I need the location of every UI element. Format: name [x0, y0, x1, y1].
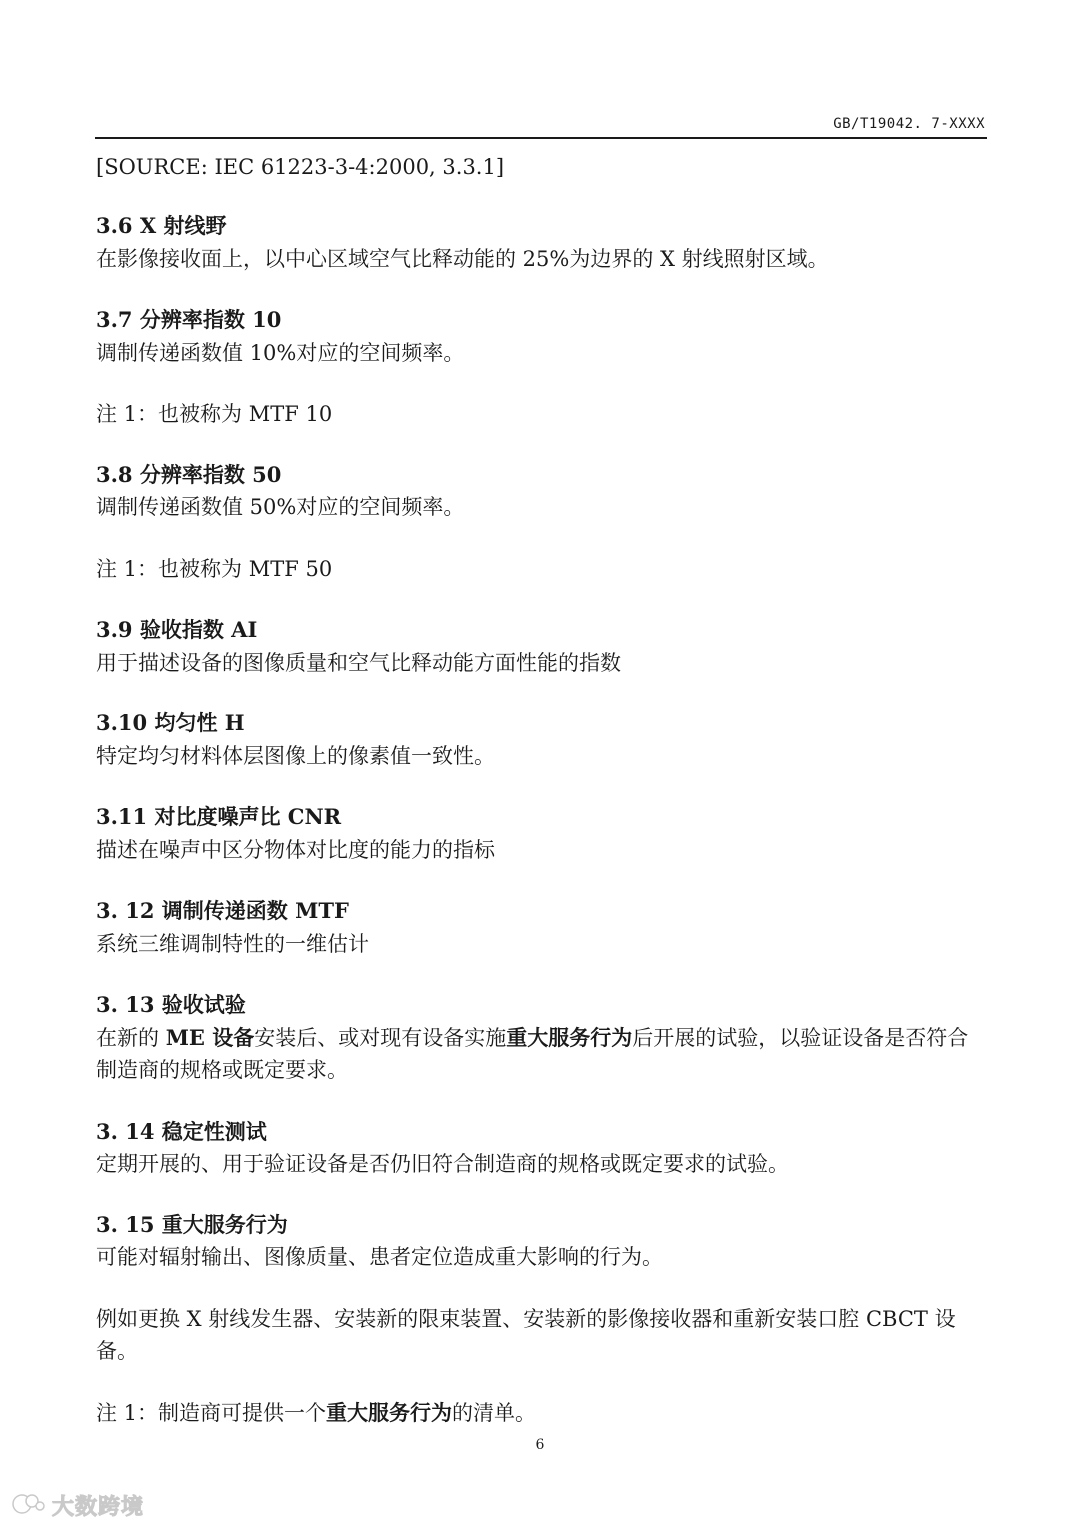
- section-3-10-body: 特定均匀材料体层图像上的像素值一致性。: [96, 744, 495, 768]
- section-3-13-body-line2: 制造商的规格或既定要求。: [96, 1058, 348, 1082]
- header-rule: [95, 137, 987, 139]
- section-3-13-text-a: 在新的: [96, 1026, 166, 1050]
- section-3-13-heading: 3. 13 验收试验: [96, 992, 246, 1017]
- section-3-12-heading: 3. 12 调制传递函数 MTF: [96, 898, 349, 923]
- section-3-13-term-me-equipment: ME 设备: [165, 1025, 255, 1050]
- watermark: [10, 1490, 144, 1521]
- section-3-12-body: 系统三维调制特性的一维估计: [96, 932, 369, 956]
- section-3-15-note-text-b: 的清单。: [452, 1401, 537, 1425]
- section-3-15-body: 可能对辐射输出、图像质量、患者定位造成重大影响的行为。: [96, 1245, 663, 1269]
- watermark-logo-icon: [10, 1492, 46, 1520]
- watermark-text: 大数跨境: [52, 1495, 145, 1520]
- section-3-9-heading: 3.9 验收指数 AI: [96, 617, 258, 642]
- section-3-9-body: 用于描述设备的图像质量和空气比释动能方面性能的指数: [96, 651, 621, 675]
- section-3-8-note: 注 1：也被称为 MTF 50: [96, 557, 333, 581]
- section-3-6-body: 在影像接收面上，以中心区域空气比释动能的 25%为边界的 X 射线照射区域。: [96, 247, 829, 271]
- page-number: 6: [535, 1437, 545, 1453]
- section-3-13-text-c: 后开展的试验，以验证设备是否符合: [632, 1026, 969, 1050]
- source-reference: [SOURCE: IEC 61223-3-4:2000, 3.3.1]: [96, 155, 505, 179]
- section-3-15-note-term: 重大服务行为: [326, 1400, 453, 1425]
- section-3-13-term-major-service: 重大服务行为: [506, 1025, 633, 1050]
- section-3-6-heading: 3.6 X 射线野: [96, 213, 227, 238]
- section-3-15-heading: 3. 15 重大服务行为: [96, 1212, 288, 1237]
- section-3-7-body: 调制传递函数值 10%对应的空间频率。: [96, 341, 465, 365]
- section-3-7-note: 注 1：也被称为 MTF 10: [96, 402, 333, 426]
- section-3-15-example-line1: 例如更换 X 射线发生器、安装新的限束装置、安装新的影像接收器和重新安装口腔 CBCT 设: [96, 1307, 956, 1331]
- section-3-15-note-text-a: 注 1：制造商可提供一个: [96, 1401, 327, 1425]
- section-3-8-heading: 3.8 分辨率指数 50: [96, 462, 282, 487]
- section-3-8-body: 调制传递函数值 50%对应的空间频率。: [96, 495, 465, 519]
- section-3-7-heading: 3.7 分辨率指数 10: [96, 307, 282, 332]
- section-3-13-text-b: 安装后、或对现有设备实施: [254, 1026, 507, 1050]
- section-3-13-body-line1: [96, 1023, 990, 1053]
- section-3-15-note: [96, 1398, 990, 1428]
- section-3-14-heading: 3. 14 稳定性测试: [96, 1119, 267, 1144]
- section-3-11-heading: 3.11 对比度噪声比 CNR: [96, 804, 342, 829]
- document-code: GB/T19042. 7-XXXX: [833, 116, 985, 132]
- section-3-11-body: 描述在噪声中区分物体对比度的能力的指标: [96, 838, 495, 862]
- section-3-14-body: 定期开展的、用于验证设备是否仍旧符合制造商的规格或既定要求的试验。: [96, 1152, 789, 1176]
- section-3-10-heading: 3.10 均匀性 H: [96, 710, 245, 735]
- section-3-15-example-line2: 备。: [96, 1339, 138, 1363]
